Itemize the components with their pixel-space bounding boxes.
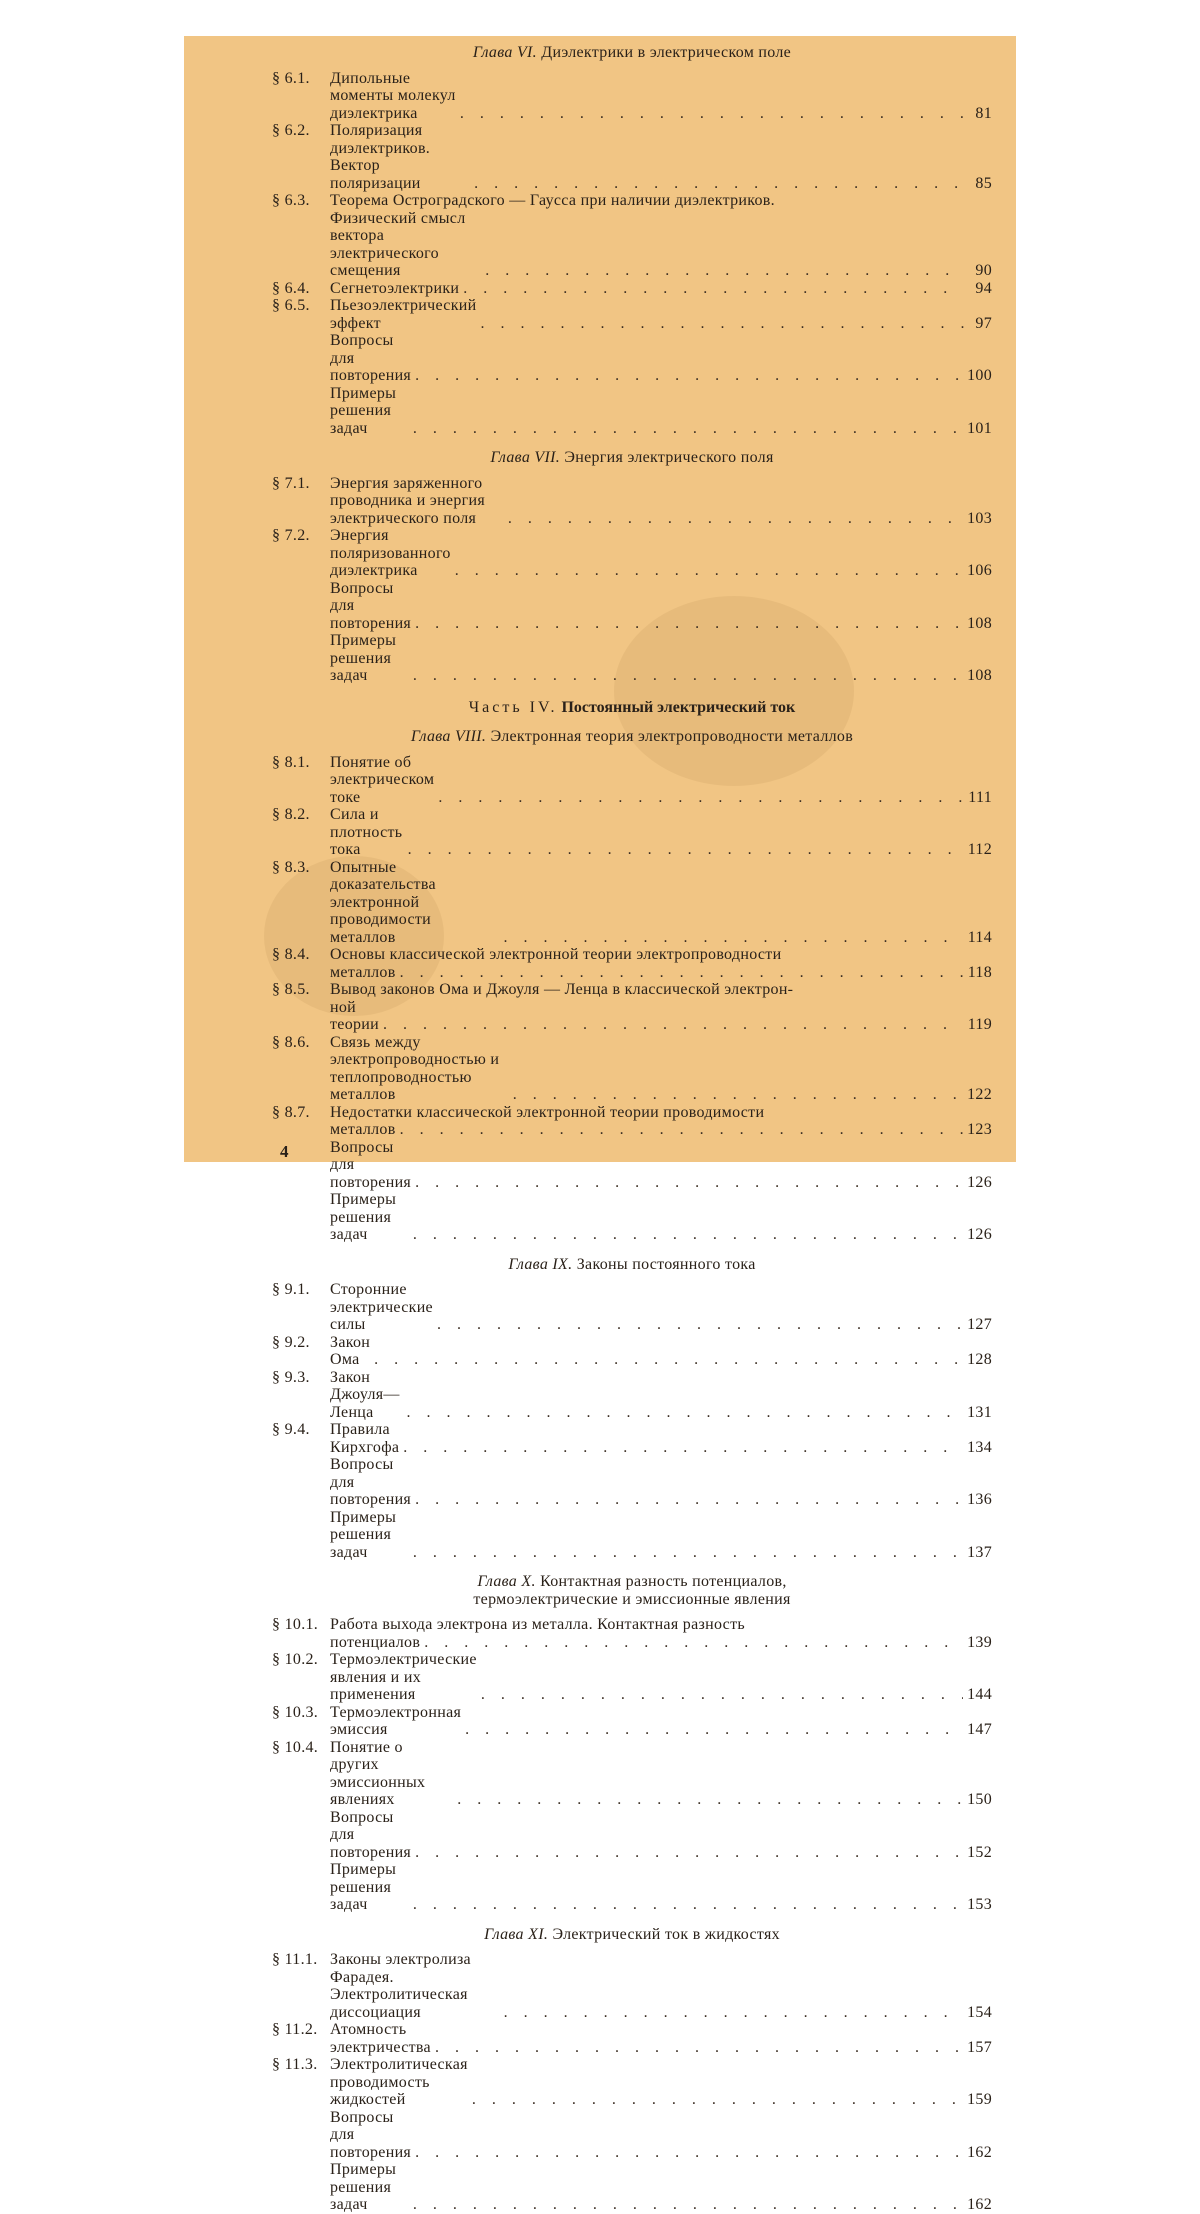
chapter-title: Электрический ток в жидкостях	[552, 1925, 780, 1943]
page-ref: 94	[975, 279, 992, 297]
toc-entry	[272, 2161, 992, 2214]
chapter-label: Глава IX.	[508, 1255, 573, 1273]
entry-title: Законы электролиза Фарадея. Электролитическая диссоциация	[330, 1951, 471, 2021]
page-ref: 81	[975, 104, 992, 122]
chapter-title: Диэлектрики в электрическом поле	[541, 44, 792, 61]
dot-leader	[407, 1404, 964, 1422]
toc-entry	[272, 1509, 992, 1562]
page-ref: 147	[967, 1721, 992, 1738]
entry-title: Термоэлектрические явления и их применения	[330, 1651, 477, 1703]
toc-entry	[272, 1281, 992, 1334]
section-number: § 9.1.	[272, 1281, 310, 1298]
dot-leader	[457, 1791, 963, 1809]
chapter-label: Глава X.	[477, 1573, 536, 1590]
dot-leader	[413, 667, 963, 685]
dot-leader	[374, 1351, 963, 1369]
page-ref: 108	[967, 614, 992, 632]
toc-entry	[272, 1034, 992, 1104]
entry-title: Примеры решения задач	[330, 1191, 397, 1243]
section-number: § 9.3.	[272, 1368, 310, 1386]
entry-title: Дипольные моменты молекул диэлектрика	[330, 69, 456, 122]
dot-leader	[485, 262, 964, 280]
section-number: § 9.4.	[272, 1421, 310, 1438]
dot-leader	[415, 615, 963, 633]
section-number: § 6.5.	[272, 297, 310, 314]
toc-entry	[272, 1704, 992, 1739]
page-ref: 97	[975, 314, 992, 332]
toc-entry	[272, 1651, 992, 1704]
toc-entry	[272, 1809, 992, 1862]
section-number: § 11.2.	[272, 2021, 318, 2038]
page-ref: 101	[967, 419, 992, 437]
table-of-contents	[272, 44, 992, 2214]
entry-title: металлов	[330, 963, 396, 981]
dot-leader	[424, 1634, 963, 1652]
chapter-title: Энергия электрического поля	[564, 449, 774, 466]
dot-leader	[508, 510, 963, 528]
dot-leader	[413, 2196, 963, 2214]
dot-leader	[413, 1544, 963, 1562]
page-ref: 139	[967, 1633, 992, 1651]
book-page	[184, 36, 1016, 2213]
entry-title: Сегнетоэлектрики	[330, 279, 460, 297]
section-number: § 11.1.	[272, 1951, 318, 1968]
chapter-title: Электронная теория электропроводности металлов	[490, 728, 854, 745]
entry-title: Сила и плотность тока	[330, 806, 403, 858]
dot-leader	[400, 964, 964, 982]
page-ref: 126	[967, 1226, 992, 1243]
dot-leader	[437, 1316, 963, 1334]
entry-title: Вопросы для повторения	[330, 332, 412, 384]
part-heading	[272, 699, 992, 717]
section-number: § 10.4.	[272, 1738, 319, 1756]
chapter-heading	[272, 44, 992, 62]
entry-title: Понятие об электрическом токе	[330, 753, 435, 806]
entry-title: Недостатки классической электронной теории проводимости	[330, 1103, 765, 1121]
section-number: § 8.7.	[272, 1103, 310, 1121]
section-number: § 10.3.	[272, 1703, 319, 1721]
entry-title: Примеры решения задач	[330, 632, 397, 684]
entry-title: Примеры решения задач	[330, 1861, 397, 1913]
dot-leader	[408, 841, 964, 859]
page-ref: 157	[967, 2038, 992, 2056]
toc-entry	[272, 946, 992, 981]
entry-title: Вывод законов Ома и Джоуля — Ленца в классической электрон-	[330, 981, 794, 998]
dot-leader	[415, 1491, 963, 1509]
chapter-heading	[272, 728, 992, 746]
page-ref: 85	[975, 174, 992, 192]
entry-title: Вопросы для повторения	[330, 1808, 412, 1861]
dot-leader	[504, 2004, 964, 2022]
section-number: § 8.5.	[272, 981, 310, 998]
chapter-heading	[272, 449, 992, 467]
entry-title: Примеры решения задач	[330, 2161, 397, 2213]
dot-leader	[413, 1896, 963, 1914]
page-ref: 134	[967, 1438, 992, 1456]
section-number: § 6.3.	[272, 192, 310, 209]
chapter-title: Контактная разность потенциалов,	[540, 1573, 787, 1590]
page-ref: 118	[967, 963, 992, 981]
entry-title: Примеры решения задач	[330, 384, 397, 437]
toc-entry	[272, 70, 992, 123]
toc-entry	[272, 2021, 992, 2056]
page-ref: 90	[975, 262, 992, 279]
dot-leader	[460, 105, 964, 123]
chapter-label: Глава VIII.	[410, 728, 487, 745]
section-number: § 8.3.	[272, 858, 310, 876]
entry-title: Сторонние электрические силы	[330, 1281, 433, 1333]
dot-leader	[413, 420, 963, 438]
page-ref: 128	[967, 1351, 992, 1368]
section-number: § 10.1.	[272, 1616, 319, 1633]
entry-title: Вопросы для повторения	[330, 1138, 412, 1191]
entry-title: Вопросы для повторения	[330, 579, 412, 632]
dot-leader	[413, 1226, 963, 1244]
entry-title: Закон Ома	[330, 1333, 371, 1368]
section-number: § 7.2.	[272, 527, 310, 544]
toc-entry	[272, 1421, 992, 1456]
page-ref: 137	[967, 1543, 992, 1561]
page-ref: 111	[968, 788, 992, 806]
part-label: Часть IV.	[468, 698, 558, 716]
chapter-label: Глава VII.	[490, 449, 561, 466]
page-ref: 136	[967, 1491, 992, 1508]
entry-title: Правила Кирхгофа	[330, 1421, 400, 1456]
dot-leader	[463, 280, 964, 298]
page-ref: 126	[967, 1173, 992, 1191]
entry-title: Понятие о других эмиссионных явлениях	[330, 1738, 426, 1808]
toc-entry	[272, 806, 992, 859]
chapter-label: Глава VI.	[472, 44, 537, 61]
page-ref: 131	[967, 1403, 992, 1421]
entry-title: Пьезоэлектрический эффект	[330, 297, 477, 332]
section-number: § 10.2.	[272, 1651, 319, 1668]
toc-entry	[272, 332, 992, 385]
page-ref: 112	[967, 841, 992, 858]
section-number: § 7.1.	[272, 474, 310, 492]
toc-entry	[272, 280, 992, 298]
page-ref: 154	[967, 2003, 992, 2021]
page-ref: 152	[967, 1843, 992, 1861]
dot-leader	[472, 2091, 963, 2109]
toc-entry	[272, 1739, 992, 1809]
page-ref: 123	[967, 1121, 992, 1138]
entry-title: металлов	[330, 1121, 396, 1138]
entry-title: Вопросы для повторения	[330, 1456, 412, 1508]
chapter-title-line2: термоэлектрические и эмиссионные явления	[473, 1590, 791, 1608]
page-ref: 144	[967, 1686, 992, 1703]
dot-leader	[481, 1686, 963, 1704]
dot-leader	[481, 315, 965, 333]
toc-entry	[272, 122, 992, 192]
dot-leader	[474, 175, 964, 193]
toc-entry	[272, 981, 992, 1034]
entry-title: Основы классической электронной теории электропроводности	[330, 946, 782, 963]
page-ref: 114	[967, 928, 992, 946]
chapter-label: Глава XI.	[484, 1925, 549, 1943]
dot-leader	[455, 562, 963, 580]
entry-title: Физический смысл вектора электрического смещения	[330, 209, 466, 279]
entry-title: Работа выхода электрона из металла. Контактная разность	[330, 1616, 745, 1633]
page-ref: 103	[967, 509, 992, 527]
dot-leader	[435, 2039, 963, 2057]
entry-title: Электролитическая проводимость жидкостей	[330, 2056, 468, 2108]
toc-entry	[272, 2109, 992, 2162]
entry-title: Закон Джоуля—Ленца	[330, 1368, 400, 1421]
toc-entry	[272, 1334, 992, 1369]
toc-entry	[272, 859, 992, 947]
entry-title: Термоэлектронная эмиссия	[330, 1703, 462, 1738]
toc-entry	[272, 1951, 992, 2021]
page-ref: 150	[967, 1791, 992, 1808]
toc-entry	[272, 527, 992, 580]
dot-leader	[403, 1439, 963, 1457]
page-ref: 119	[967, 1016, 992, 1033]
page-ref: 153	[967, 1896, 992, 1913]
entry-title: Примеры решения задач	[330, 1508, 397, 1561]
section-number: § 9.2.	[272, 1333, 310, 1351]
entry-title: Теорема Остроградского — Гаусса при наличии диэлектриков.	[330, 192, 775, 209]
toc-entry	[272, 754, 992, 807]
section-number: § 6.2.	[272, 122, 310, 139]
dot-leader	[503, 929, 963, 947]
dot-leader	[400, 1121, 964, 1139]
chapter-heading	[272, 1926, 992, 1944]
toc-entry	[272, 1861, 992, 1914]
toc-entry	[272, 297, 992, 332]
chapter-title: Законы постоянного тока	[576, 1255, 756, 1273]
dot-leader	[415, 1174, 963, 1192]
entry-title: ной теории	[330, 998, 380, 1033]
page-ref: 122	[967, 1086, 992, 1103]
entry-title: Атомность электричества	[330, 2021, 431, 2056]
toc-entry	[272, 1369, 992, 1422]
toc-entry	[272, 1139, 992, 1192]
part-title: Постоянный электрический ток	[561, 698, 796, 716]
toc-entry	[272, 632, 992, 685]
page-ref: 100	[967, 367, 992, 384]
toc-entry	[272, 1616, 992, 1651]
section-number: § 8.1.	[272, 753, 310, 771]
page-ref: 159	[967, 2091, 992, 2108]
entry-title: Энергия поляризованного диэлектрика	[330, 527, 451, 579]
dot-leader	[415, 1844, 963, 1862]
toc-entry	[272, 475, 992, 528]
entry-title: Энергия заряженного проводника и энергия электрического поля	[330, 474, 486, 527]
chapter-heading	[272, 1573, 992, 1608]
page-ref: 162	[967, 2143, 992, 2161]
toc-entry	[272, 1191, 992, 1244]
toc-entry	[272, 192, 992, 280]
entry-title: потенциалов	[330, 1633, 421, 1651]
entry-title: Вопросы для повторения	[330, 2108, 412, 2161]
dot-leader	[465, 1721, 963, 1739]
section-number: § 11.3.	[272, 2056, 318, 2073]
entry-title: Связь между электропроводностью и теплопроводностью металлов	[330, 1033, 500, 1103]
toc-entry	[272, 385, 992, 438]
section-number: § 6.1.	[272, 69, 310, 87]
section-number: § 8.2.	[272, 806, 310, 823]
toc-entry	[272, 580, 992, 633]
page-ref: 106	[967, 562, 992, 579]
toc-entry	[272, 1104, 992, 1139]
section-number: § 8.4.	[272, 946, 310, 963]
dot-leader	[383, 1016, 964, 1034]
page-number: 4	[280, 1142, 289, 1161]
section-number: § 8.6.	[272, 1033, 310, 1051]
entry-title: Поляризация диэлектриков. Вектор поляризации	[330, 122, 431, 192]
dot-leader	[513, 1086, 963, 1104]
page-ref: 127	[967, 1316, 992, 1333]
dot-leader	[438, 789, 964, 807]
toc-entry	[272, 2056, 992, 2109]
chapter-heading	[272, 1256, 992, 1274]
dot-leader	[415, 2144, 963, 2162]
page-ref: 108	[967, 667, 992, 684]
section-number: § 6.4.	[272, 279, 310, 297]
entry-title: Опытные доказательства электронной проводимости металлов	[330, 858, 436, 946]
toc-entry	[272, 1456, 992, 1509]
page-ref: 162	[967, 2196, 992, 2213]
dot-leader	[415, 367, 963, 385]
